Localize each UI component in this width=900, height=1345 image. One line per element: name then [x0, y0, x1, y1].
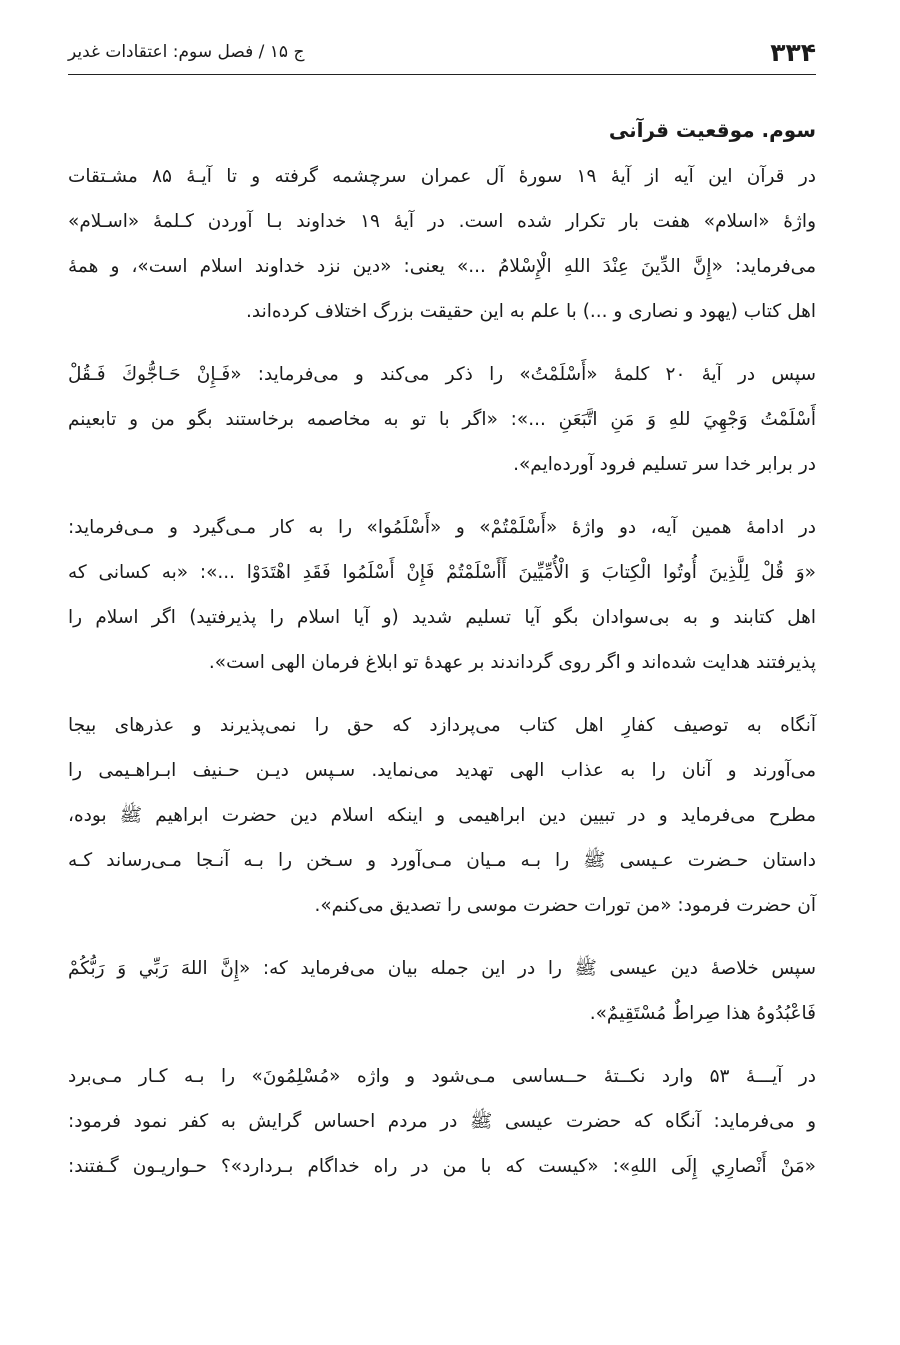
text-line: می‌آورند و آنان را به عذاب الهی تهدید می‌نماید. سـپس دیـن حـنیف ابـراهـیمی را	[68, 760, 816, 781]
text-line: داستان حـضرت عـیسی ﷺ را بـه مـیان مـی‌آورد و سـخن را بـه آنـجا مـی‌رساند کـه	[68, 850, 816, 871]
text-line: سپس خلاصهٔ دین عیسی ﷺ را در این جمله بیان می‌فرماید که: «إِنَّ اللهَ رَبِّي وَ رَبُّكُمْ	[68, 958, 816, 979]
text-line: فَاعْبُدُوهُ هذا صِراطٌ مُسْتَقِيمٌ».	[589, 1003, 816, 1024]
text-line: آن حضرت فرمود: «من تورات حضرت موسی را تصدیق می‌کنم».	[314, 895, 816, 916]
text-line: «وَ قُلْ لِلَّذِينَ أُوتُوا الْكِتابَ وَ الْأُمِّيِّينَ أَأَسْلَمْتُمْ فَإِنْ أَسْلَمُوا فَقَدِ اهْتَدَوْا ...»: «به کسانی که	[68, 562, 816, 583]
paragraph-2	[68, 352, 816, 487]
text-line: أَسْلَمْتُ وَجْهِيَ للهِ وَ مَنِ اتَّبَعَنِ ...»: «اگر با تو به مخاصمه برخاستند بگو من و تابعینم	[68, 409, 816, 430]
paragraph-3	[68, 505, 816, 685]
paragraph-4	[68, 703, 816, 928]
page-number: ۳۳۴	[770, 37, 816, 67]
running-header	[68, 30, 816, 75]
book-page	[68, 0, 816, 1345]
text-line: واژهٔ «اسلام» هفت بار تکرار شده است. در آیهٔ ۱۹ خداوند بـا آوردن کـلمهٔ «اسـلام»	[68, 211, 816, 232]
chapter-title: ج ۱۵ / فصل سوم: اعتقادات غدیر	[68, 42, 305, 62]
text-line: پذیرفتند هدایت شده‌اند و اگر روی گرداندند بر عهدهٔ تو ابلاغ فرمان الهی است».	[208, 652, 816, 673]
text-line: می‌فرماید: «إِنَّ الدِّينَ عِنْدَ اللهِ الْإِسْلامُ ...» یعنی: «دین نزد خداوند اسلام است»، و همهٔ	[68, 256, 816, 277]
text-line: در آیـــهٔ ۵۳ وارد نکــتهٔ حــساسی مـی‌شود و واژه «مُسْلِمُونَ» را بـه کـار مـی‌برد	[68, 1066, 816, 1087]
section-heading: سوم. موقعیت قرآنی	[608, 118, 816, 142]
text-line: مطرح می‌فرماید و در تبیین دین ابراهیمی و اینکه اسلام دین حضرت ابراهیم ﷺ بوده،	[68, 805, 816, 826]
text-line: آنگاه به توصیف کفارِ اهل کتاب می‌پردازد که حق را نمی‌پذیرند و عذرهای بیجا	[68, 715, 816, 736]
page-body	[68, 112, 816, 1189]
text-line: در برابر خدا سر تسلیم فرود آورده‌ایم».	[513, 454, 816, 475]
paragraph-6	[68, 1054, 816, 1189]
text-line: «مَنْ أَنْصارِي إِلَى اللهِ»: «کیست که با من در راه خداگام بـردارد»؟ حـواریـون گـفتند:	[68, 1156, 816, 1177]
text-line: در ادامهٔ همین آیه، دو واژهٔ «أَسْلَمْتُمْ» و «أَسْلَمُوا» را به کار مـی‌گیرد و مـی‌فرماید:	[68, 517, 816, 538]
paragraph-5	[68, 946, 816, 1036]
text-line: اهل کتاب (یهود و نصاری و ...) با علم به این حقیقت بزرگ اختلاف کرده‌اند.	[246, 301, 816, 322]
paragraph-1	[68, 154, 816, 334]
text-line: در قرآن این آیه از آیهٔ ۱۹ سورهٔ آل عمران سرچشمه گرفته و تا آیـهٔ ۸۵ مشـتقات	[68, 166, 816, 187]
text-line: سپس در آیهٔ ۲۰ کلمهٔ «أَسْلَمْتُ» را ذکر می‌کند و می‌فرماید: «فَـإِنْ حَـاجُّوكَ فَـقُلْ	[68, 364, 816, 385]
text-line: و می‌فرماید: آنگاه که حضرت عیسی ﷺ در مردم احساس گرایش به کفر نمود فرمود:	[68, 1111, 816, 1132]
text-line: اهل کتابند و به بی‌سوادان بگو آیا تسلیم شدید (و آیا اسلام را پذیرفتید) اگر اسلام را	[68, 607, 816, 628]
